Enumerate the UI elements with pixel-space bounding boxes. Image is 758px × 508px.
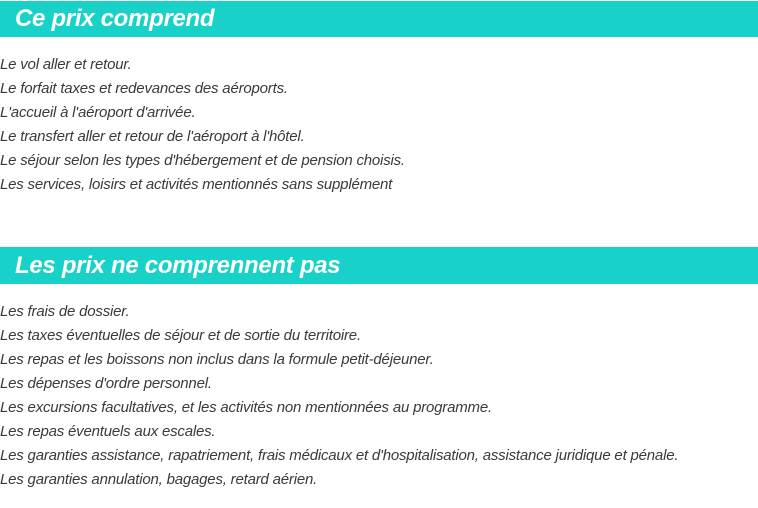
included-item: Les services, loisirs et activités mentionnés sans supplément	[0, 176, 393, 193]
included-item: Le vol aller et retour.	[0, 56, 132, 73]
excluded-list	[0, 300, 678, 492]
excluded-item: Les garanties assistance, rapatriement, frais médicaux et d'hospitalisation, assistance juridique et pénale.	[0, 447, 679, 464]
excluded-item: Les repas éventuels aux escales.	[0, 423, 216, 440]
excluded-item: Les taxes éventuelles de séjour et de sortie du territoire.	[0, 327, 361, 344]
included-item: Le séjour selon les types d'hébergement et de pension choisis.	[0, 152, 405, 169]
excluded-item: Les dépenses d'ordre personnel.	[0, 375, 212, 392]
included-item: L'accueil à l'aéroport d'arrivée.	[0, 104, 196, 121]
excluded-item: Les frais de dossier.	[0, 303, 130, 320]
included-list	[0, 53, 405, 197]
included-item: Le transfert aller et retour de l'aéroport à l'hôtel.	[0, 128, 305, 145]
excluded-item: Les excursions facultatives, et les activités non mentionnées au programme.	[0, 399, 492, 416]
excluded-section-title: Les prix ne comprennent pas	[0, 247, 758, 284]
excluded-item: Les garanties annulation, bagages, retard aérien.	[0, 471, 318, 488]
excluded-item: Les repas et les boissons non inclus dans la formule petit-déjeuner.	[0, 351, 434, 368]
included-section-title: Ce prix comprend	[0, 1, 758, 37]
included-item: Le forfait taxes et redevances des aéroports.	[0, 80, 288, 97]
